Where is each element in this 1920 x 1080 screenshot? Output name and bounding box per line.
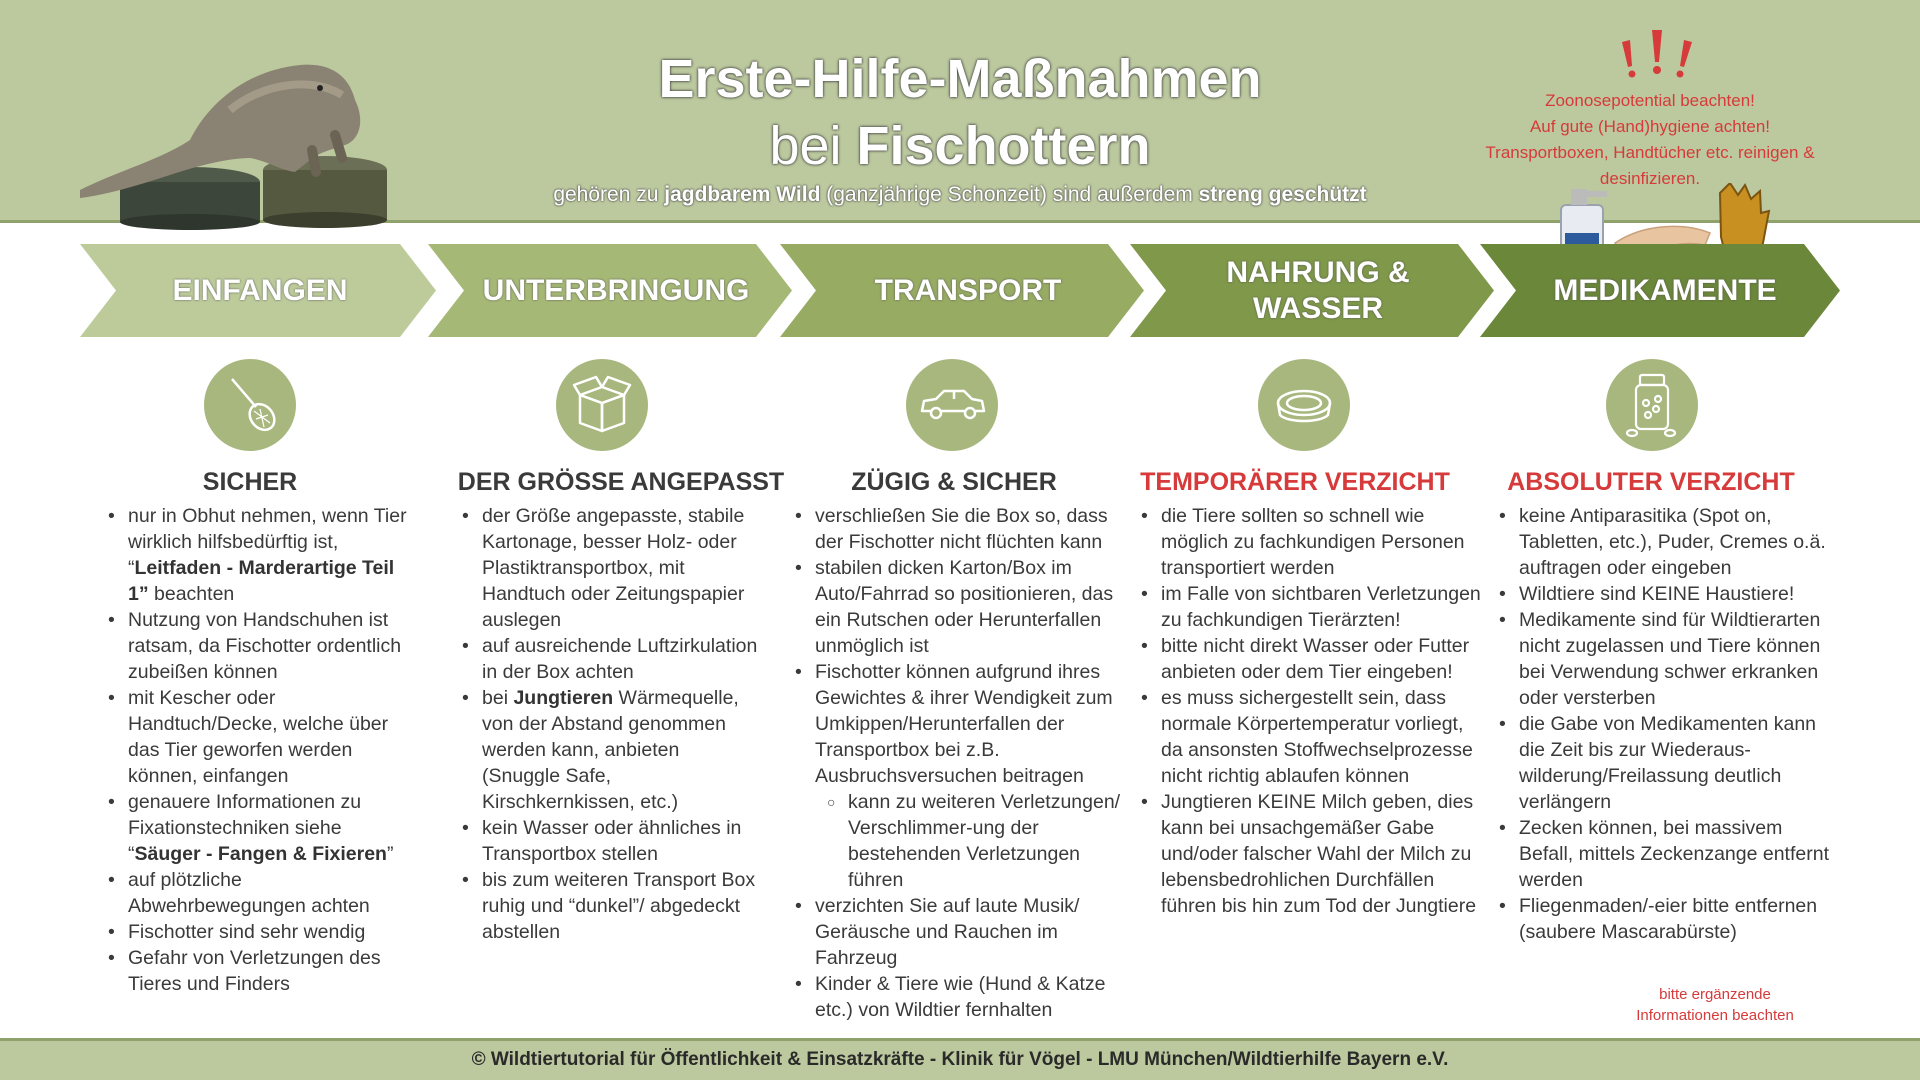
list-item-text: die Tiere sollten so schnell wie möglich zu fachkundigen Personen transportiert werden [1161,505,1465,579]
list-item-text: die Gabe von Medikamenten kann die Zeit bis zur Wiederaus-wilderung/Freilassung deutlich verlängern [1519,713,1817,813]
list-item-text: nur in Obhut nehmen, wenn Tier wirklich hilfsbedürftig ist, “ [128,505,407,579]
food-bowl-icon [1258,359,1350,451]
list-item-text: beachten [148,583,235,605]
banner-medikamente [1480,244,1840,337]
list-item [1141,581,1481,633]
list-item [462,685,758,815]
landing-net-icon [204,359,296,451]
list-item-text: Nutzung von Handschuhen ist ratsam, da Fischotter ordentlich zubeißen können [128,609,402,683]
list-item [1499,607,1833,711]
column-heading: ABSOLUTER VERZICHT [1507,468,1795,496]
warning-line: Transportboxen, Handtücher etc. reinigen & [1485,143,1815,162]
list-item [1141,685,1481,789]
warning-line: desinfizieren. [1599,169,1701,188]
title-prefix: bei [769,116,842,176]
list-item-text: ” [386,843,394,865]
banner-label: TRANSPORT [874,273,1062,307]
banner-label [1150,244,1486,337]
list-item [108,607,418,685]
column-heading: TEMPORÄRER VERZICHT [1140,468,1450,496]
warning-line: Auf gute (Hand)hygiene achten! [1529,117,1771,136]
list-item-text: der Größe angepasste, stabile Kartonage, besser Holz- oder Plastiktransportbox, mit Handtuch oder Zeitungspapier auslegen [482,505,745,631]
pill-bottle-icon [1606,359,1698,451]
banner-label: EINFANGEN [172,273,348,307]
list-item-text: Kinder & Tiere wie (Hund & Katze etc.) von Wildtier fernhalten [815,973,1106,1021]
column-list [108,503,418,997]
list-item-text: Jungtieren KEINE Milch geben, dies kann bei unsachgemäßer Gabe und/oder falscher Wahl der Milch zu lebensbedrohlichen Durchfällen führen bis hin zum Tod der Jungtiere [1161,791,1477,917]
list-item-text: mit Kescher oder Handtuch/Decke, welche über das Tier geworfen werden können, einfangen [128,687,389,787]
list-item [795,503,1133,555]
subtitle-bold: streng geschützt [1198,183,1367,206]
footer-copyright: © Wildtiertutorial für Öffentlichkeit & Einsatzkräfte - Klinik für Vögel - LMU München/Wildtierhilfe Bayern e.V. [0,1038,1920,1080]
list-item-text: auf plötzliche Abwehrbewegungen achten [128,869,370,917]
list-item [462,633,758,685]
note-line: bitte ergänzende [1659,986,1771,1003]
list-item-text: bis zum weiteren Transport Box ruhig und “dunkel”/ abgedeckt abstellen [482,869,756,943]
list-item [795,659,1133,789]
list-item [462,503,758,633]
list-item [108,945,418,997]
banner-label: UNTERBRINGUNG [482,273,750,307]
list-item [108,503,418,607]
list-item [462,815,758,867]
list-item [795,893,1133,971]
list-item-text: kann zu weiteren Verletzungen/ Verschlimmer-ung der bestehenden Verletzungen führen [848,791,1121,891]
list-item [1499,815,1833,893]
car-icon [906,359,998,451]
warning-line: Zoonosepotential beachten! [1545,91,1755,110]
column-list [795,503,1133,1023]
list-item-text: im Falle von sichtbaren Verletzungen zu fachkundigen Tierärzten! [1161,583,1481,631]
banner-label-line1: NAHRUNG & [1226,255,1410,289]
list-item-text: stabilen dicken Karton/Box im Auto/Fahrrad so positionieren, das ein Rutschen oder Herunterfallen unmöglich ist [815,557,1114,657]
list-item [1499,581,1833,607]
list-item-text: auf ausreichende Luftzirkulation in der Box achten [482,635,758,683]
list-item-text: Fischotter sind sehr wendig [128,921,366,943]
exclamation-icon [1612,30,1702,80]
column-heading: SICHER [202,468,298,496]
list-item-text: es muss sichergestellt sein, dass normale Körpertemperatur vorliegt, da ansonsten Stoffwechselprozesse nicht richtig ablaufen können [1161,687,1473,787]
list-item-text: bitte nicht direkt Wasser oder Futter anbieten oder dem Tier eingeben! [1161,635,1470,683]
list-item [1499,711,1833,815]
subtitle-part: gehören zu [553,183,665,206]
column-heading: DER GRÖSSE ANGEPASST [457,468,785,496]
banner-transport [780,244,1144,337]
column-list [1499,503,1833,945]
title-animal: Fischottern [856,116,1151,176]
banner-label: MEDIKAMENTE [1553,273,1777,307]
list-item [108,919,418,945]
list-item-text: Fischotter können aufgrund ihres Gewichtes & ihrer Wendigkeit zum Umkippen/Herunterfallen der Transportbox bei z.B. Ausbruchsversuchen beitragen [815,661,1113,787]
column-list [1141,503,1481,919]
list-item [108,867,418,919]
list-item-text: Fliegenmaden/-eier bitte entfernen (saubere Mascarabürste) [1519,895,1818,943]
supplementary-info-note [1610,984,1820,1026]
list-item-text: Wärmequelle, von der Abstand genommen werden kann, anbieten (Snuggle Safe, Kirschkernkissen, etc.) [482,687,739,813]
zoonosis-warning [1440,88,1860,192]
subtitle-bold: jagdbarem Wild [664,183,821,206]
list-item-emphasis: Säuger - Fangen & Fixieren [134,843,387,865]
list-item-emphasis: Leitfaden - Marderartige Teil 1” [128,557,395,605]
banner-unterbringung [428,244,792,337]
banner-nahrung-wasser [1130,244,1494,337]
list-item [1141,789,1481,919]
list-item-text: kein Wasser oder ähnliches in Transportbox stellen [482,817,742,865]
list-item-text: Medikamente sind für Wildtierarten nicht zugelassen und Tiere können bei Verwendung schwer erkranken oder versterben [1519,609,1821,709]
list-item [1141,633,1481,685]
subtitle-part: (ganzjährige Schonzeit) sind außerdem [820,183,1199,206]
list-item-text: bei [482,687,514,709]
banner-einfangen [80,244,436,337]
list-item [1499,503,1833,581]
list-item-text: verzichten Sie auf laute Musik/ Geräusche und Rauchen im Fahrzeug [815,895,1080,969]
list-item-emphasis: Jungtieren [513,687,614,709]
list-item-text: keine Antiparasitika (Spot on, Tabletten, etc.), Puder, Cremes o.ä. auftragen oder eingeben [1519,505,1826,579]
list-item [795,971,1133,1023]
list-item [108,789,418,867]
box-icon [556,359,648,451]
list-item [1141,503,1481,581]
list-item-text: Zecken können, bei massivem Befall, mittels Zeckenzange entfernt werden [1519,817,1829,891]
list-subitem [795,789,1133,893]
list-item [462,867,758,945]
list-item [108,685,418,789]
list-item-text: genauere Informationen zu Fixationstechniken siehe “ [128,791,362,865]
list-item [1499,893,1833,945]
column-heading: ZÜGIG & SICHER [851,468,1057,496]
list-item-text: Wildtiere sind KEINE Haustiere! [1519,583,1795,605]
list-item-text: Gefahr von Verletzungen des Tieres und Finders [128,947,381,995]
list-item [795,555,1133,659]
note-line: Informationen beachten [1636,1007,1794,1024]
page-title: Erste-Hilfe-Maßnahmen [658,49,1262,109]
banner-label-line2: WASSER [1252,291,1384,325]
list-item-text: verschließen Sie die Box so, dass der Fischotter nicht flüchten kann [815,505,1108,553]
column-list [462,503,758,945]
